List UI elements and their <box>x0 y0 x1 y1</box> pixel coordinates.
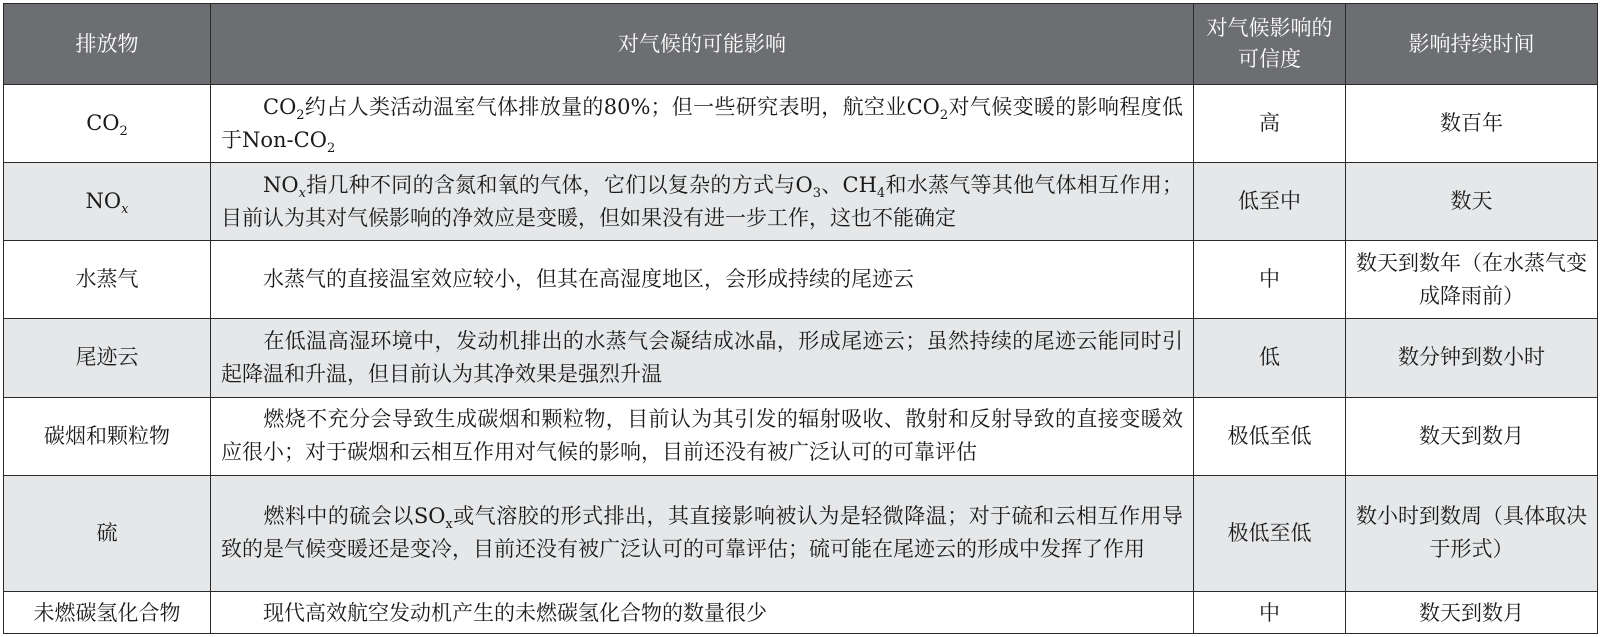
duration-cell: 数小时到数周（具体取决于形式） <box>1346 475 1598 592</box>
header-emission: 排放物 <box>4 4 211 85</box>
table-row <box>4 241 1598 319</box>
table-row <box>4 163 1598 241</box>
duration-cell: 数天到数月 <box>1346 397 1598 475</box>
confidence-cell: 中 <box>1194 592 1346 634</box>
confidence-cell: 低 <box>1194 319 1346 397</box>
emission-cell: 碳烟和颗粒物 <box>4 397 211 475</box>
table-row <box>4 592 1598 634</box>
impact-cell: 在低温高湿环境中，发动机排出的水蒸气会凝结成冰晶，形成尾迹云；虽然持续的尾迹云能同时引起降温和升温，但目前认为其净效果是强烈升温 <box>211 319 1194 397</box>
confidence-cell: 极低至低 <box>1194 397 1346 475</box>
emission-cell: $CO_2$ <box>4 85 211 163</box>
emissions-climate-table <box>3 3 1598 634</box>
table-row <box>4 85 1598 163</box>
duration-cell: 数百年 <box>1346 85 1598 163</box>
duration-cell: 数天到数月 <box>1346 592 1598 634</box>
header-impact: 对气候的可能影响 <box>211 4 1194 85</box>
impact-cell: $CO_2$约占人类活动温室气体排放量的80%；但一些研究表明，航空业$CO_2$对气候变暖的影响程度低于Non-$CO_2$ <box>211 85 1194 163</box>
duration-cell: 数天 <box>1346 163 1598 241</box>
impact-cell: $NO_x$指几种不同的含氮和氧的气体，它们以复杂的方式与$O_3$、$CH_4$和水蒸气等其他气体相互作用；目前认为其对气候影响的净效应是变暖，但如果没有进一步工作，这也不能确定 <box>211 163 1194 241</box>
table-row <box>4 319 1598 397</box>
duration-cell: 数分钟到数小时 <box>1346 319 1598 397</box>
table-row <box>4 475 1598 592</box>
impact-cell: 燃烧不充分会导致生成碳烟和颗粒物，目前认为其引发的辐射吸收、散射和反射导致的直接变暖效应很小；对于碳烟和云相互作用对气候的影响，目前还没有被广泛认可的可靠评估 <box>211 397 1194 475</box>
emission-cell: 水蒸气 <box>4 241 211 319</box>
subscript: x <box>121 202 129 218</box>
impact-cell: 现代高效航空发动机产生的未燃碳氢化合物的数量很少 <box>211 592 1194 634</box>
table-row <box>4 397 1598 475</box>
header-confidence: 对气候影响的可信度 <box>1194 4 1346 85</box>
confidence-cell: 低至中 <box>1194 163 1346 241</box>
confidence-cell: 中 <box>1194 241 1346 319</box>
duration-cell: 数天到数年（在水蒸气变成降雨前） <box>1346 241 1598 319</box>
emission-cell: 未燃碳氢化合物 <box>4 592 211 634</box>
emission-cell: 硫 <box>4 475 211 592</box>
table-header-row <box>4 4 1598 85</box>
confidence-cell: 极低至低 <box>1194 475 1346 592</box>
header-duration: 影响持续时间 <box>1346 4 1598 85</box>
emission-cell: 尾迹云 <box>4 319 211 397</box>
impact-cell: 水蒸气的直接温室效应较小，但其在高湿度地区，会形成持续的尾迹云 <box>211 241 1194 319</box>
impact-cell: 燃料中的硫会以$SO_x$或气溶胶的形式排出，其直接影响被认为是轻微降温；对于硫和云相互作用导致的是气候变暖还是变冷，目前还没有被广泛认可的可靠评估；硫可能在尾迹云的形成中发挥了作用 <box>211 475 1194 592</box>
subscript: 2 <box>119 124 128 140</box>
emissions-table-container <box>3 3 1597 634</box>
confidence-cell: 高 <box>1194 85 1346 163</box>
emission-cell: $NO_x$ <box>4 163 211 241</box>
